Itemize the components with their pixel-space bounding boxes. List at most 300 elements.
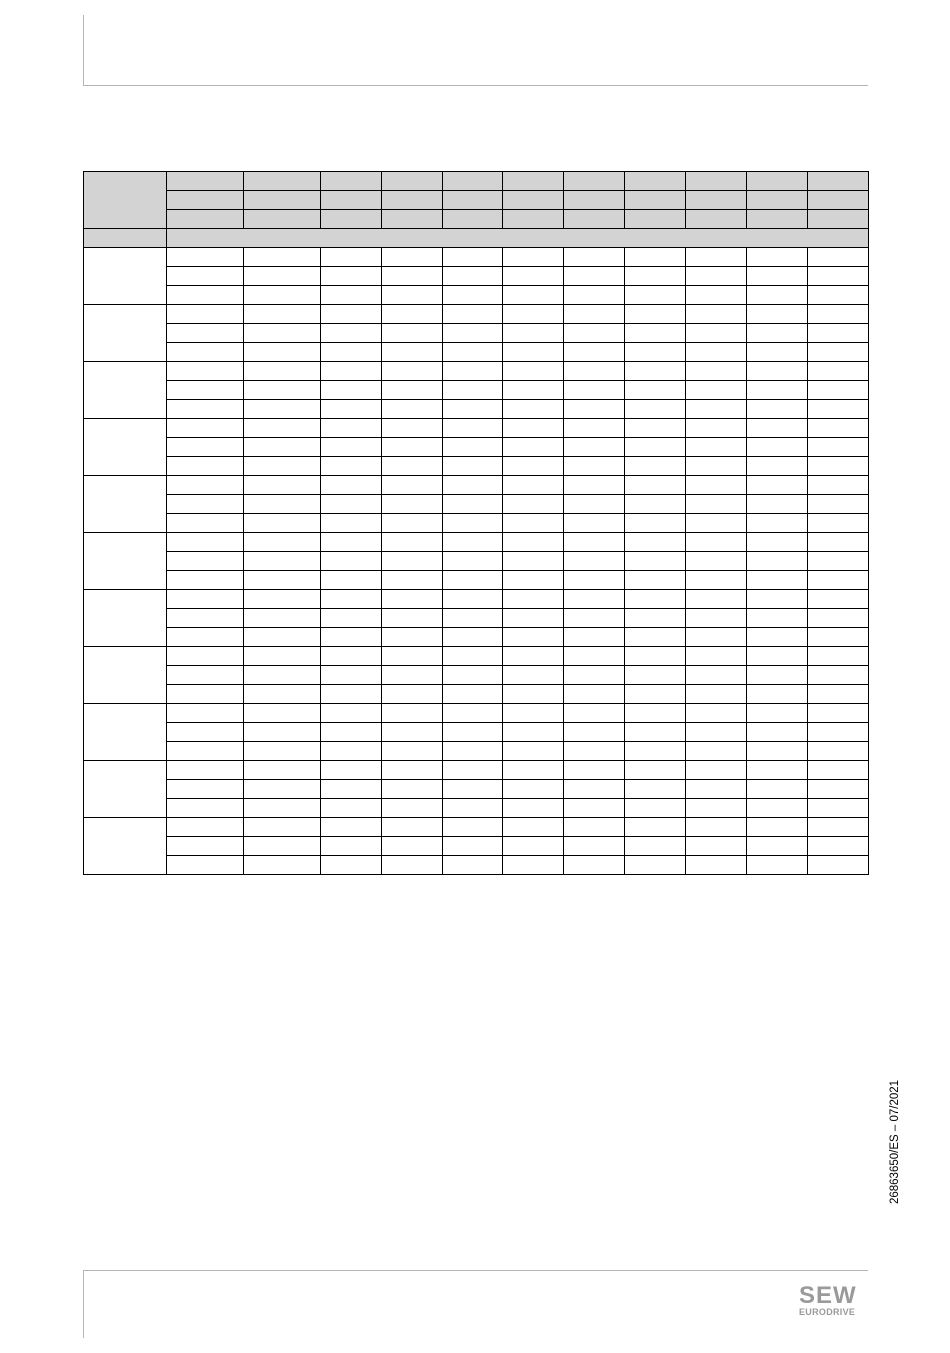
table-cell: [503, 761, 564, 780]
table-cell: [564, 400, 625, 419]
table-cell: [503, 685, 564, 704]
table-row: [84, 419, 869, 438]
table-cell: [747, 305, 808, 324]
table-row: [84, 495, 869, 514]
table-cell: [564, 856, 625, 875]
table-cell: [686, 856, 747, 875]
table-cell: [625, 647, 686, 666]
table-row: [84, 685, 869, 704]
header-cell: [808, 210, 869, 229]
table-cell: [321, 286, 382, 305]
header-cell: [443, 210, 503, 229]
table-cell: [625, 514, 686, 533]
table-cell: [244, 761, 321, 780]
group-label-cell: [84, 647, 167, 704]
header-cell: [686, 172, 747, 191]
table-cell: [747, 837, 808, 856]
table-cell: [625, 761, 686, 780]
table-cell: [808, 305, 869, 324]
table-row: [84, 400, 869, 419]
document-id: 26863650/ES – 07/2021: [889, 1079, 901, 1205]
table-cell: [503, 286, 564, 305]
table-cell: [443, 856, 503, 875]
table-cell: [244, 381, 321, 400]
table-cell: [503, 514, 564, 533]
table-cell: [747, 761, 808, 780]
table-cell: [321, 761, 382, 780]
table-cell: [686, 647, 747, 666]
table-cell: [808, 248, 869, 267]
table-cell: [443, 723, 503, 742]
logo-eurodrive-text: EURODRIVE: [799, 1307, 856, 1317]
table-cell: [503, 267, 564, 286]
section-row: [84, 229, 869, 248]
table-cell: [382, 248, 443, 267]
table-cell: [321, 609, 382, 628]
table-cell: [808, 552, 869, 571]
header-cell: [564, 191, 625, 210]
table-cell: [382, 552, 443, 571]
table-cell: [625, 324, 686, 343]
table-cell: [564, 381, 625, 400]
table-cell: [443, 628, 503, 647]
table-cell: [321, 571, 382, 590]
table-cell: [167, 856, 244, 875]
data-table: [83, 171, 869, 875]
table-cell: [382, 438, 443, 457]
table-row: [84, 381, 869, 400]
table-cell: [443, 267, 503, 286]
table-cell: [167, 647, 244, 666]
table-cell: [321, 438, 382, 457]
table-cell: [625, 362, 686, 381]
table-cell: [321, 381, 382, 400]
table-cell: [503, 647, 564, 666]
table-cell: [244, 818, 321, 837]
table-row: [84, 457, 869, 476]
table-cell: [321, 837, 382, 856]
table-cell: [167, 837, 244, 856]
group-label-cell: [84, 362, 167, 419]
header-cell: [167, 191, 244, 210]
table-cell: [747, 818, 808, 837]
table-cell: [747, 704, 808, 723]
table-cell: [564, 552, 625, 571]
table-cell: [564, 419, 625, 438]
table-row: [84, 647, 869, 666]
table-cell: [503, 533, 564, 552]
table-cell: [625, 723, 686, 742]
table-cell: [808, 381, 869, 400]
table-cell: [167, 286, 244, 305]
table-cell: [167, 419, 244, 438]
table-cell: [625, 780, 686, 799]
table-cell: [321, 362, 382, 381]
table-cell: [167, 685, 244, 704]
table-cell: [321, 457, 382, 476]
table-cell: [443, 381, 503, 400]
header-cell: [625, 172, 686, 191]
table-cell: [167, 476, 244, 495]
table-cell: [167, 343, 244, 362]
table-cell: [244, 609, 321, 628]
table-cell: [686, 666, 747, 685]
table-cell: [564, 571, 625, 590]
table-cell: [625, 248, 686, 267]
table-cell: [503, 362, 564, 381]
table-cell: [321, 400, 382, 419]
table-cell: [321, 666, 382, 685]
table-cell: [808, 495, 869, 514]
table-cell: [503, 343, 564, 362]
table-cell: [747, 590, 808, 609]
table-cell: [321, 343, 382, 362]
table-cell: [244, 571, 321, 590]
table-cell: [747, 666, 808, 685]
table-cell: [443, 286, 503, 305]
table-cell: [808, 628, 869, 647]
table-cell: [244, 362, 321, 381]
table-cell: [808, 723, 869, 742]
table-cell: [443, 704, 503, 723]
table-cell: [382, 400, 443, 419]
table-cell: [747, 514, 808, 533]
table-cell: [625, 818, 686, 837]
section-span-cell: [167, 229, 869, 248]
table-cell: [564, 647, 625, 666]
table-cell: [808, 704, 869, 723]
table-cell: [443, 818, 503, 837]
table-cell: [564, 666, 625, 685]
header-cell: [321, 191, 382, 210]
table-cell: [686, 761, 747, 780]
table-cell: [564, 685, 625, 704]
header-row: [84, 172, 869, 191]
table-cell: [747, 438, 808, 457]
table-cell: [503, 552, 564, 571]
table-cell: [503, 381, 564, 400]
table-cell: [503, 476, 564, 495]
table-cell: [564, 495, 625, 514]
table-cell: [244, 704, 321, 723]
table-cell: [686, 799, 747, 818]
table-row: [84, 476, 869, 495]
table-cell: [244, 780, 321, 799]
table-cell: [382, 761, 443, 780]
table-cell: [564, 324, 625, 343]
table-cell: [747, 609, 808, 628]
table-cell: [443, 761, 503, 780]
table-cell: [625, 571, 686, 590]
table-cell: [625, 856, 686, 875]
table-cell: [167, 780, 244, 799]
table-cell: [564, 780, 625, 799]
table-cell: [686, 590, 747, 609]
table-cell: [503, 438, 564, 457]
table-cell: [443, 837, 503, 856]
table-cell: [625, 742, 686, 761]
table-cell: [686, 267, 747, 286]
header-cell: [625, 191, 686, 210]
table-cell: [167, 400, 244, 419]
table-cell: [167, 609, 244, 628]
table-row: [84, 609, 869, 628]
header-cell: [625, 210, 686, 229]
section-label-cell: [84, 229, 167, 248]
table-cell: [808, 609, 869, 628]
table-cell: [808, 761, 869, 780]
table-cell: [564, 742, 625, 761]
table-cell: [443, 685, 503, 704]
table-cell: [443, 476, 503, 495]
table-cell: [686, 685, 747, 704]
table-cell: [443, 571, 503, 590]
header-cell: [167, 172, 244, 191]
table-cell: [244, 533, 321, 552]
table-cell: [382, 571, 443, 590]
table-cell: [808, 742, 869, 761]
table-cell: [244, 742, 321, 761]
table-cell: [747, 495, 808, 514]
header-cell: [686, 210, 747, 229]
table-row: [84, 286, 869, 305]
table-cell: [382, 419, 443, 438]
table-cell: [321, 476, 382, 495]
header-cell: [244, 191, 321, 210]
table-cell: [808, 419, 869, 438]
table-cell: [564, 514, 625, 533]
table-cell: [625, 685, 686, 704]
table-cell: [321, 552, 382, 571]
table-cell: [382, 381, 443, 400]
table-cell: [321, 628, 382, 647]
table-cell: [443, 742, 503, 761]
table-cell: [686, 780, 747, 799]
table-cell: [625, 457, 686, 476]
table-cell: [564, 628, 625, 647]
table-cell: [382, 780, 443, 799]
group-label-cell: [84, 818, 167, 875]
table-cell: [443, 362, 503, 381]
table-cell: [382, 837, 443, 856]
table-cell: [382, 286, 443, 305]
table-cell: [686, 571, 747, 590]
table-cell: [244, 419, 321, 438]
table-cell: [382, 362, 443, 381]
table-cell: [686, 818, 747, 837]
table-cell: [747, 343, 808, 362]
header-rule: [83, 85, 868, 86]
group-label-cell: [84, 248, 167, 305]
table-cell: [808, 799, 869, 818]
table-row: [84, 704, 869, 723]
table-cell: [686, 248, 747, 267]
header-cell: [808, 172, 869, 191]
table-cell: [686, 305, 747, 324]
table-cell: [625, 286, 686, 305]
table-cell: [244, 837, 321, 856]
table-row: [84, 799, 869, 818]
table-cell: [564, 590, 625, 609]
table-cell: [443, 419, 503, 438]
table-cell: [244, 723, 321, 742]
header-cell: [382, 191, 443, 210]
header-cell: [747, 210, 808, 229]
table-cell: [747, 723, 808, 742]
table-cell: [443, 780, 503, 799]
table-cell: [382, 590, 443, 609]
header-cell: [747, 191, 808, 210]
table-cell: [564, 343, 625, 362]
table-cell: [503, 723, 564, 742]
group-label-cell: [84, 533, 167, 590]
table-cell: [686, 419, 747, 438]
table-cell: [686, 514, 747, 533]
table-cell: [443, 609, 503, 628]
table-cell: [564, 837, 625, 856]
table-cell: [244, 590, 321, 609]
table-cell: [808, 571, 869, 590]
table-row: [84, 324, 869, 343]
table-cell: [382, 514, 443, 533]
table-cell: [686, 286, 747, 305]
group-label-cell: [84, 590, 167, 647]
table-row: [84, 438, 869, 457]
table-cell: [503, 609, 564, 628]
table-cell: [747, 552, 808, 571]
table-cell: [503, 305, 564, 324]
table-cell: [503, 704, 564, 723]
table-cell: [564, 248, 625, 267]
table-cell: [686, 324, 747, 343]
table-cell: [244, 514, 321, 533]
table-cell: [808, 666, 869, 685]
table-cell: [564, 533, 625, 552]
table-cell: [382, 476, 443, 495]
table-cell: [808, 400, 869, 419]
table-cell: [625, 419, 686, 438]
table-cell: [503, 837, 564, 856]
table-row: [84, 818, 869, 837]
group-label-cell: [84, 419, 167, 476]
table-row: [84, 305, 869, 324]
header-cell: [244, 172, 321, 191]
table-cell: [167, 305, 244, 324]
table-cell: [167, 761, 244, 780]
header-corner-cell: [84, 172, 167, 229]
table-cell: [382, 723, 443, 742]
header-cell: [244, 210, 321, 229]
table-cell: [244, 343, 321, 362]
table-cell: [747, 571, 808, 590]
table-cell: [808, 343, 869, 362]
table-cell: [382, 799, 443, 818]
table-cell: [321, 704, 382, 723]
table-cell: [686, 704, 747, 723]
table-cell: [686, 495, 747, 514]
table-cell: [167, 514, 244, 533]
table-cell: [244, 799, 321, 818]
table-cell: [503, 495, 564, 514]
table-cell: [382, 267, 443, 286]
table-cell: [167, 324, 244, 343]
header-row: [84, 191, 869, 210]
table-cell: [747, 324, 808, 343]
table-cell: [443, 324, 503, 343]
table-cell: [321, 799, 382, 818]
table-cell: [747, 685, 808, 704]
table-row: [84, 343, 869, 362]
table-cell: [625, 837, 686, 856]
table-cell: [747, 799, 808, 818]
table-cell: [503, 457, 564, 476]
table-cell: [382, 818, 443, 837]
table-cell: [747, 647, 808, 666]
table-cell: [808, 818, 869, 837]
table-cell: [808, 362, 869, 381]
table-cell: [321, 647, 382, 666]
table-cell: [321, 267, 382, 286]
table-cell: [625, 438, 686, 457]
header-cell: [443, 191, 503, 210]
table-cell: [244, 685, 321, 704]
table-row: [84, 362, 869, 381]
table-cell: [244, 476, 321, 495]
table-row: [84, 761, 869, 780]
table-row: [84, 666, 869, 685]
table-cell: [167, 248, 244, 267]
table-cell: [382, 324, 443, 343]
table-cell: [564, 799, 625, 818]
header-cell: [382, 210, 443, 229]
table-cell: [167, 438, 244, 457]
table-row: [84, 571, 869, 590]
table-cell: [808, 324, 869, 343]
table-cell: [747, 248, 808, 267]
table-cell: [443, 799, 503, 818]
table-cell: [564, 362, 625, 381]
table-row: [84, 248, 869, 267]
table-cell: [625, 267, 686, 286]
table-cell: [167, 628, 244, 647]
table-cell: [625, 590, 686, 609]
header-cell: [503, 172, 564, 191]
table-cell: [625, 609, 686, 628]
table-cell: [382, 533, 443, 552]
table-cell: [443, 552, 503, 571]
table-cell: [321, 590, 382, 609]
table-cell: [686, 609, 747, 628]
table-cell: [167, 457, 244, 476]
table-cell: [321, 856, 382, 875]
table-row: [84, 780, 869, 799]
header-cell: [564, 210, 625, 229]
table-cell: [808, 286, 869, 305]
table-cell: [321, 818, 382, 837]
table-row: [84, 723, 869, 742]
table-cell: [244, 438, 321, 457]
table-cell: [321, 495, 382, 514]
table-cell: [443, 533, 503, 552]
table-cell: [443, 248, 503, 267]
table-cell: [443, 590, 503, 609]
group-label-cell: [84, 476, 167, 533]
logo-sew-text: SEW: [799, 1282, 857, 1309]
table-row: [84, 837, 869, 856]
group-label-cell: [84, 761, 167, 818]
table-cell: [686, 723, 747, 742]
table-cell: [747, 286, 808, 305]
